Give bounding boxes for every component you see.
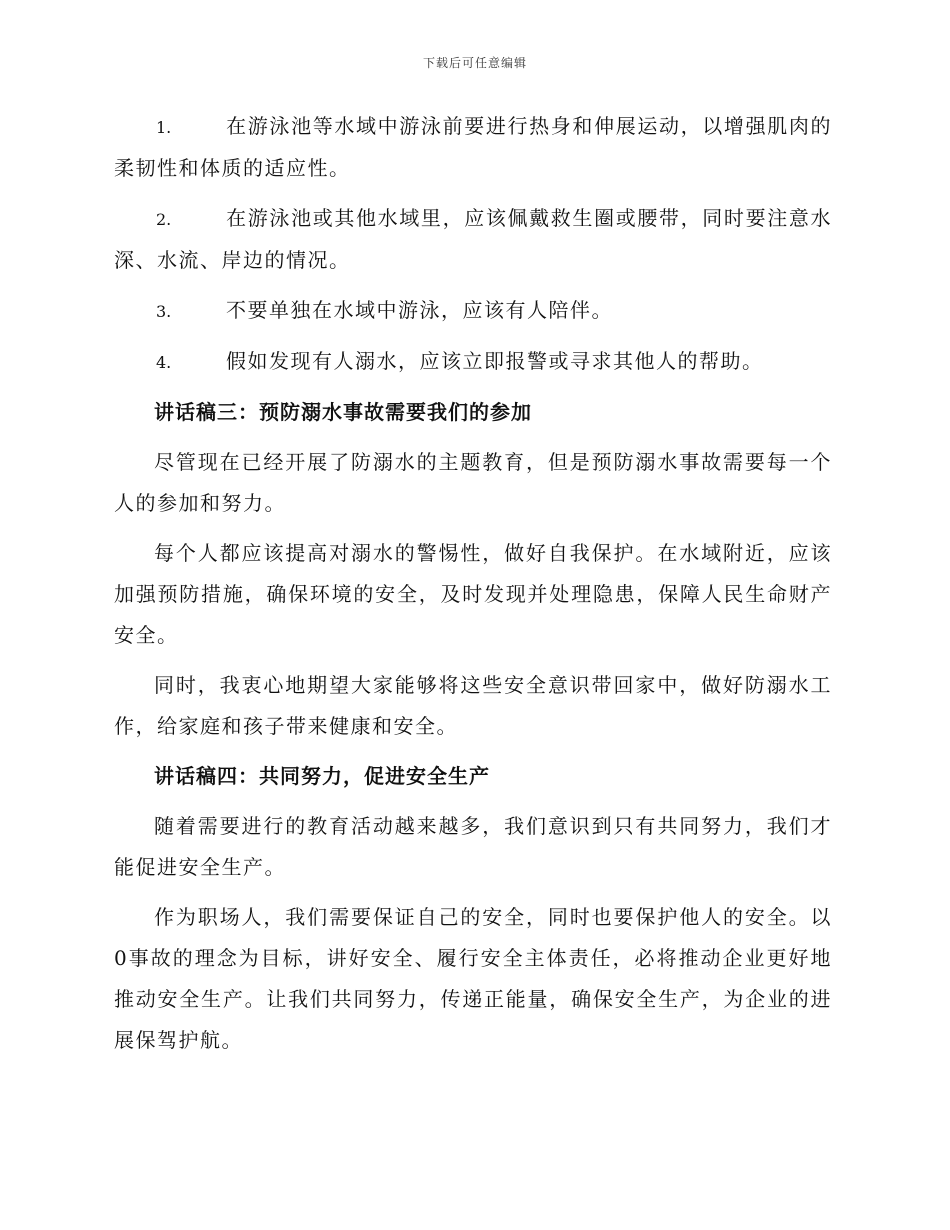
- list-number: 3.: [156, 302, 172, 321]
- section-heading-3: 讲话稿三：预防溺水事故需要我们的参加: [154, 400, 532, 424]
- paragraph: 同时，我衷心地期望大家能够将这些安全意识带回家中，做好防溺水工作，给家庭和孩子带来健康和安全。: [114, 673, 832, 738]
- list-number: 4.: [156, 353, 172, 372]
- paragraph: 每个人都应该提高对溺水的警惕性，做好自我保护。在水域附近，应该加强预防措施，确保环境的安全，及时发现并处理隐患，保障人民生命财产安全。: [114, 541, 832, 647]
- list-text: 假如发现有人溺水，应该立即报警或寻求其他人的帮助。: [226, 349, 764, 373]
- list-item: [114, 198, 832, 281]
- list-item: [114, 341, 832, 383]
- paragraph: 随着需要进行的教育活动越来越多，我们意识到只有共同努力，我们才能促进安全生产。: [114, 814, 832, 879]
- document-body: [114, 106, 832, 1070]
- list-item: [114, 106, 832, 189]
- list-text: 不要单独在水域中游泳，应该有人陪伴。: [226, 298, 613, 322]
- page-header: 下载后可任意编辑: [422, 56, 527, 70]
- list-number: 1.: [156, 118, 172, 137]
- list-text: 在游泳池或其他水域里，应该佩戴救生圈或腰带，同时要注意水深、水流、岸边的情况。: [114, 206, 832, 272]
- section-heading-4: 讲话稿四：共同努力，促进安全生产: [154, 764, 490, 788]
- list-item: [114, 290, 832, 332]
- paragraph: 作为职场人，我们需要保证自己的安全，同时也要保护他人的安全。以0事故的理念为目标，讲好安全、履行安全主体责任，必将推动企业更好地推动安全生产。让我们共同努力，传递正能量，确保安全生产，为企业的进展保驾护航。: [114, 905, 832, 1052]
- list-number: 2.: [156, 210, 172, 229]
- list-text: 在游泳池等水域中游泳前要进行热身和伸展运动，以增强肌肉的柔韧性和体质的适应性。: [114, 114, 832, 180]
- paragraph: 尽管现在已经开展了防溺水的主题教育，但是预防溺水事故需要每一个人的参加和努力。: [114, 450, 832, 515]
